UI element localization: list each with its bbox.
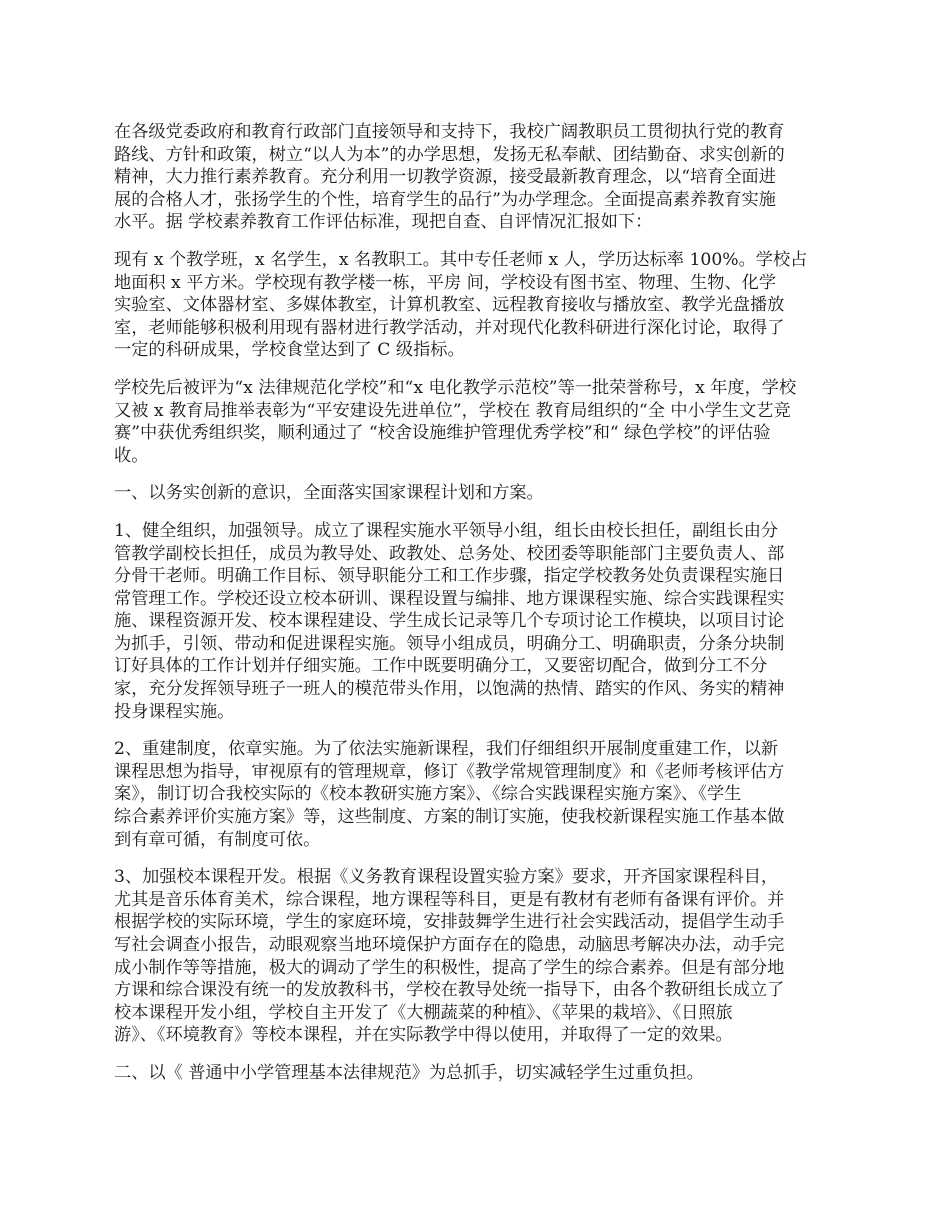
intro-paragraph: 在各级党委政府和教育行政部门直接领导和支持下，我校广阔教职员工贯彻执行党的教育 路线、方针和政策，树立“以人为本”的办学思想，发扬无私奉献、团结勤奋、求实创新的 精神，大力推行素养教育。充分利用一切教学资源，接受最新教育理念，以“培育全面进 展的合格人才，张扬学生的个性，培育学生的品行”为办学理念。全面提高素养教育实施 水平。据 学校素养教育工作评估标准，现把自查、自评情况汇报如下： [114,122,785,233]
item-2-paragraph: 2、重建制度，依章实施。为了依法实施新课程，我们仔细组织开展制度重建工作，以新 课程思想为指导，审视原有的管理规章，修订《教学常规管理制度》和《老师考核评估方 案》，制订切合我校实际的《校本教研实施方案》、《综合实践课程实施方案》、《学生 综合素养评价实施方案》等，这些制度、方案的制订实施，使我校新课程实施工作基本做 到有章可循，有制度可依。 [114,739,785,850]
document-body [114,121,838,1100]
item-1-paragraph: 1、健全组织，加强领导。成立了课程实施水平领导小组，组长由校长担任，副组长由分 管教学副校长担任，成员为教导处、政教处、总务处、校团委等职能部门主要负责人、部 分骨干老师。明确工作目标、领导职能分工和工作步骤，指定学校教务处负责课程实施日 常管理工作。学校还设立校本研训、课程设置与编排、地方课课程实施、综合实践课程实 施、课程资源开发、校本课程建设、学生成长记录等几个专项讨论工作模块，以项目讨论 为抓手，引领、带动和促进课程实施。领导小组成员，明确分工、明确职责，分条分块制 订好具体的工作计划并仔细实施。工作中既要明确分工，又要密切配合，做到分工不分 家，充分发挥领导班子一班人的模范带头作用，以饱满的热情、踏实的作风、务实的精神 投身课程实施。 [114,520,785,722]
section-heading-1: 一、以务实创新的意识，全面落实国家课程计划和方案。 [114,483,544,504]
section-heading-2: 二、以《 普通中小学管理基本法律规范》为总抓手，切实减轻学生过重负担。 [114,1062,704,1083]
item-3-paragraph: 3、加强校本课程开发。根据《义务教育课程设置实验方案》要求，开齐国家课程科目， 尤其是音乐体育美术，综合课程，地方课程等科目，更是有教材有老师有备课有评价。并 根据学校的实际环境，学生的家庭环境，安排鼓舞学生进行社会实践活动，提倡学生动手 写社会调查小报告，动眼观察当地环境保护方面存在的隐患，动脑思考解决办法，动手完 成小制作等等措施，极大的调动了学生的积极性，提高了学生的综合素养。但是有部分地 方课和综合课没有统一的发放教科书，学校在教导处统一指导下，由各个教研组长成立了 校本课程开发小组，学校自主开发了《大棚蔬菜的种植》、《苹果的栽培》、《日照旅 游》、《环境教育》等校本课程，并在实际教学中得以使用，并取得了一定的效果。 [114,867,785,1046]
honors-paragraph: 学校先后被评为“x 法律规范化学校”和“x 电化教学示范校”等一批荣誉称号，x 年度，学校 又被 x 教育局推举表彰为“平安建设先进单位”，学校在 教育局组织的“全 中小学生文艺竞 赛”中获优秀组织奖，顺利通过了 “校舍设施维护管理优秀学校”和“ 绿色学校”的评估验 收。 [114,377,797,466]
school-overview-paragraph: 现有 x 个教学班，x 名学生，x 名教职工。其中专任老师 x 人，学历达标率 100%。学校占 地面积 x 平方米。学校现有教学楼一栋，平房 间，学校设有图书室、物理、生物、化学 实验室、文体器材室、多媒体教室，计算机教室、远程教育接收与播放室、教学光盘播放 室，老师能够积极利用现有器材进行教学活动，并对现代化教科研进行深化讨论，取得了 一定的科研成果，学校食堂达到了 C 级指标。 [114,249,808,361]
